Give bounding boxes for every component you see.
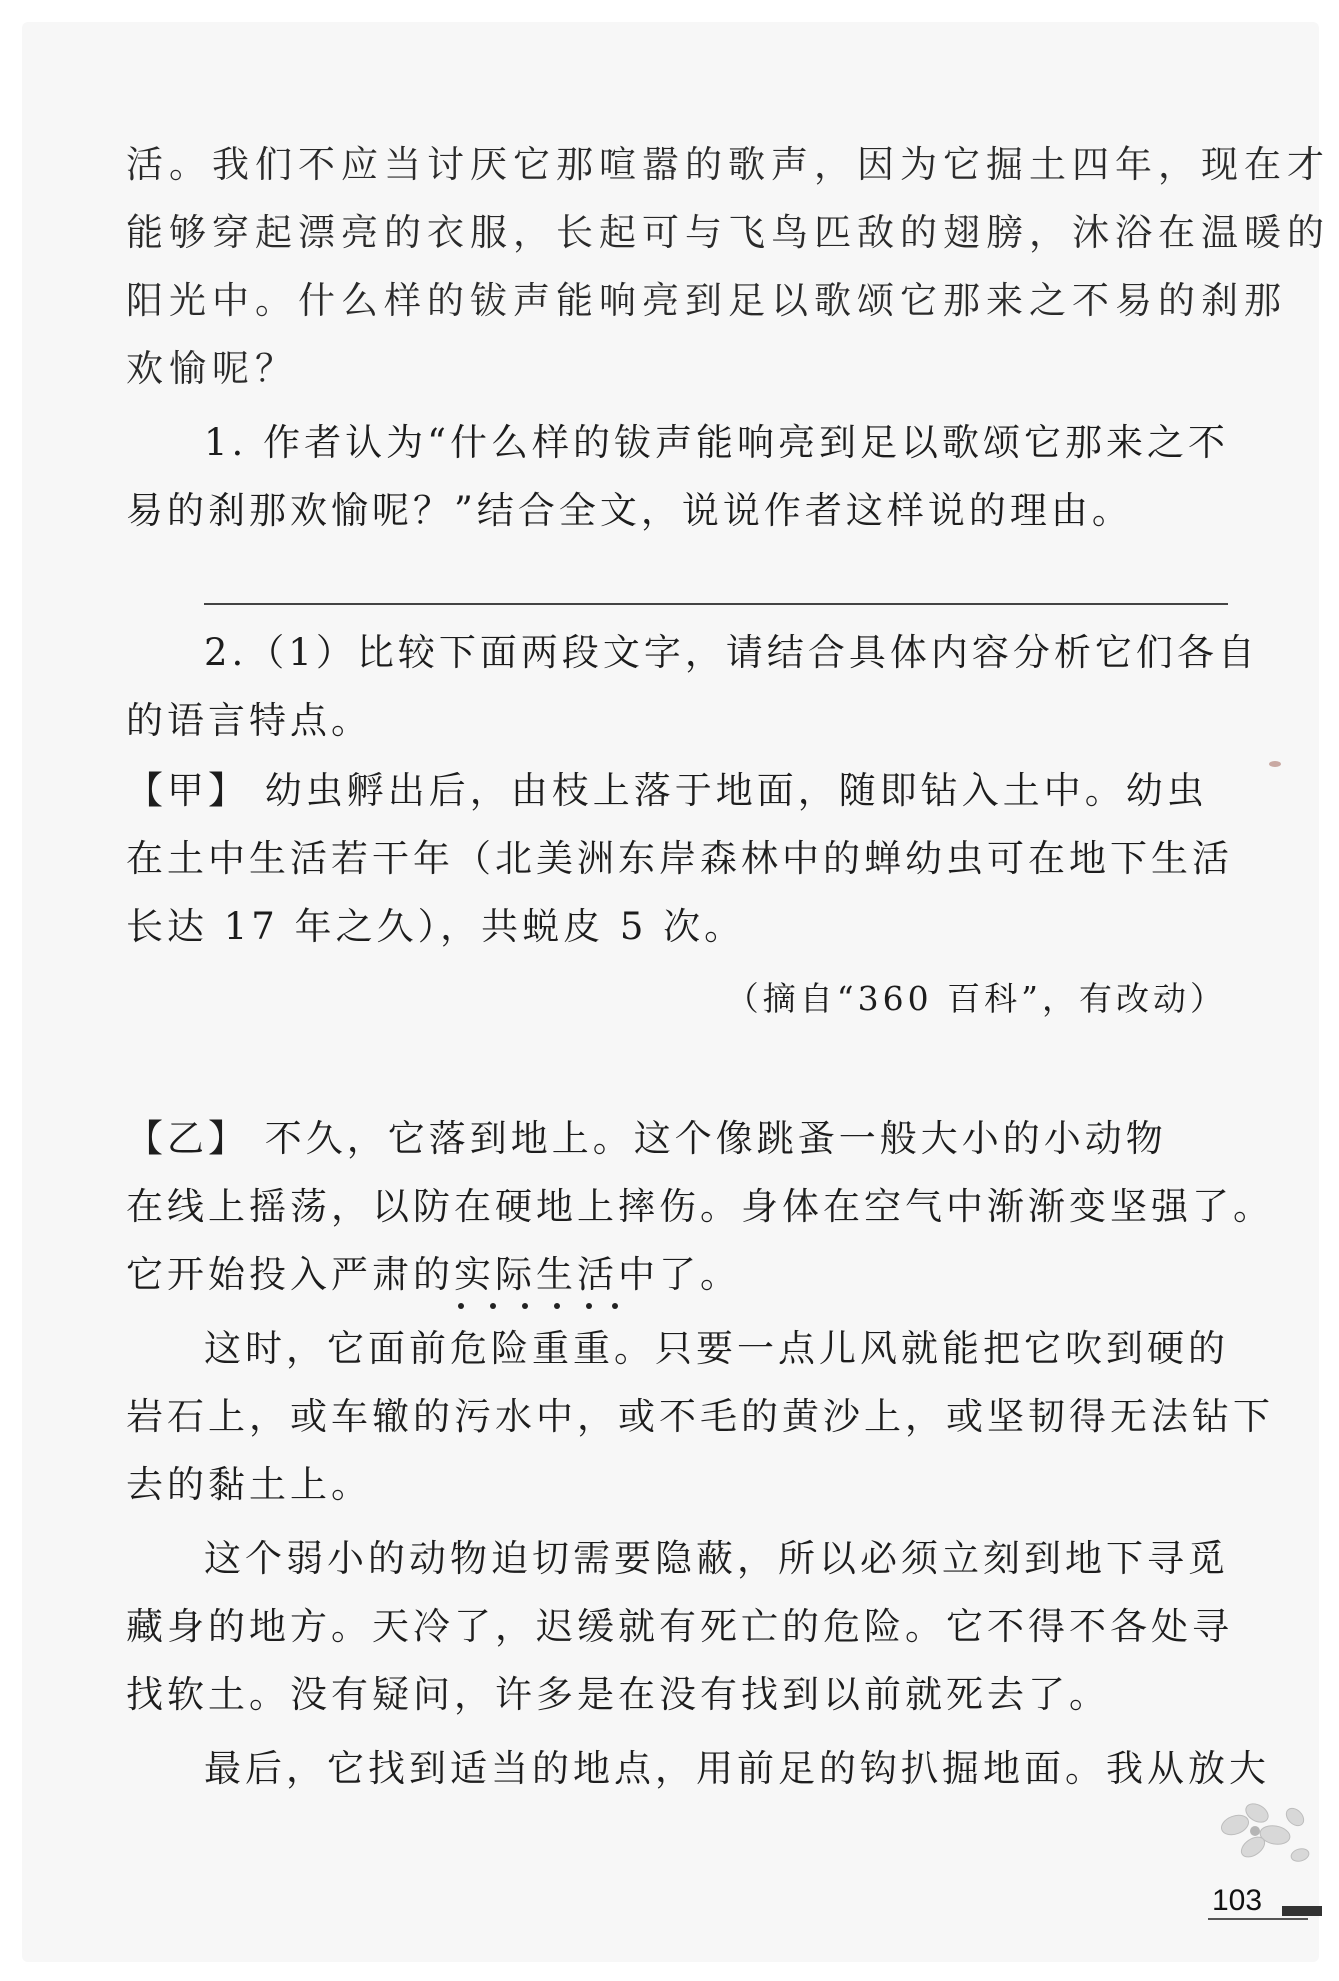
question-1-line: 1. 作者认为“什么样的钹声能响亮到足以歌颂它那来之不 [204, 421, 1229, 464]
passage-jia-source: （摘自“360 百科”，有改动） [725, 979, 1227, 1018]
question-2-line: 2.（1）比较下面两段文字，请结合具体内容分析它们各自 [204, 631, 1259, 674]
passage-yi-line: 这时，它面前危险重重。只要一点儿风就能把它吹到硬的 [204, 1327, 1229, 1370]
passage-yi-line: 在线上摇荡，以防在硬地上摔伤。身体在空气中渐渐变坚强了。 [126, 1185, 1274, 1228]
passage-yi-line: 去的黏土上。 [126, 1463, 372, 1506]
passage-yi-line: 岩石上，或车辙的污水中，或不毛的黄沙上，或坚韧得无法钻下 [126, 1395, 1274, 1438]
emphasis-dots [458, 1303, 618, 1313]
answer-line[interactable] [204, 603, 1228, 605]
page-number-bar [1282, 1906, 1322, 1916]
passage-line: 欢愉呢？ [126, 347, 298, 390]
passage-yi-line: 找软土。没有疑问，许多是在没有找到以前就死去了。 [126, 1673, 1110, 1716]
passage-jia-line: 【甲】 幼虫孵出后，由枝上落于地面，随即钻入土中。幼虫 [126, 769, 1208, 812]
question-1-line: 易的刹那欢愉呢？”结合全文，说说作者这样说的理由。 [126, 489, 1133, 532]
flower-decoration-icon [1205, 1795, 1315, 1885]
passage-line: 能够穿起漂亮的衣服，长起可与飞鸟匹敌的翅膀，沐浴在温暖的 [126, 211, 1330, 254]
passage-yi-line: 它开始投入严肃的实际生活中了。 [126, 1253, 741, 1296]
passage-yi-line: 【乙】 不久，它落到地上。这个像跳蚤一般大小的小动物 [126, 1117, 1167, 1160]
page-number-underline [1208, 1918, 1308, 1920]
passage-line: 活。我们不应当讨厌它那喧嚣的歌声，因为它掘土四年，现在才 [126, 143, 1330, 186]
speck-mark [1268, 760, 1282, 768]
page-number: 103 [1212, 1884, 1263, 1917]
passage-yi-line: 藏身的地方。天冷了，迟缓就有死亡的危险。它不得不各处寻 [126, 1605, 1233, 1648]
passage-yi-line: 最后，它找到适当的地点，用前足的钩扒掘地面。我从放大 [204, 1747, 1270, 1790]
passage-jia-line: 长达 17 年之久），共蜕皮 5 次。 [126, 905, 746, 948]
question-2-line: 的语言特点。 [126, 699, 372, 742]
passage-yi-line: 这个弱小的动物迫切需要隐蔽，所以必须立刻到地下寻觅 [204, 1537, 1229, 1580]
passage-line: 阳光中。什么样的钹声能响亮到足以歌颂它那来之不易的刹那 [126, 279, 1287, 322]
passage-jia-line: 在土中生活若干年（北美洲东岸森林中的蝉幼虫可在地下生活 [126, 837, 1233, 880]
